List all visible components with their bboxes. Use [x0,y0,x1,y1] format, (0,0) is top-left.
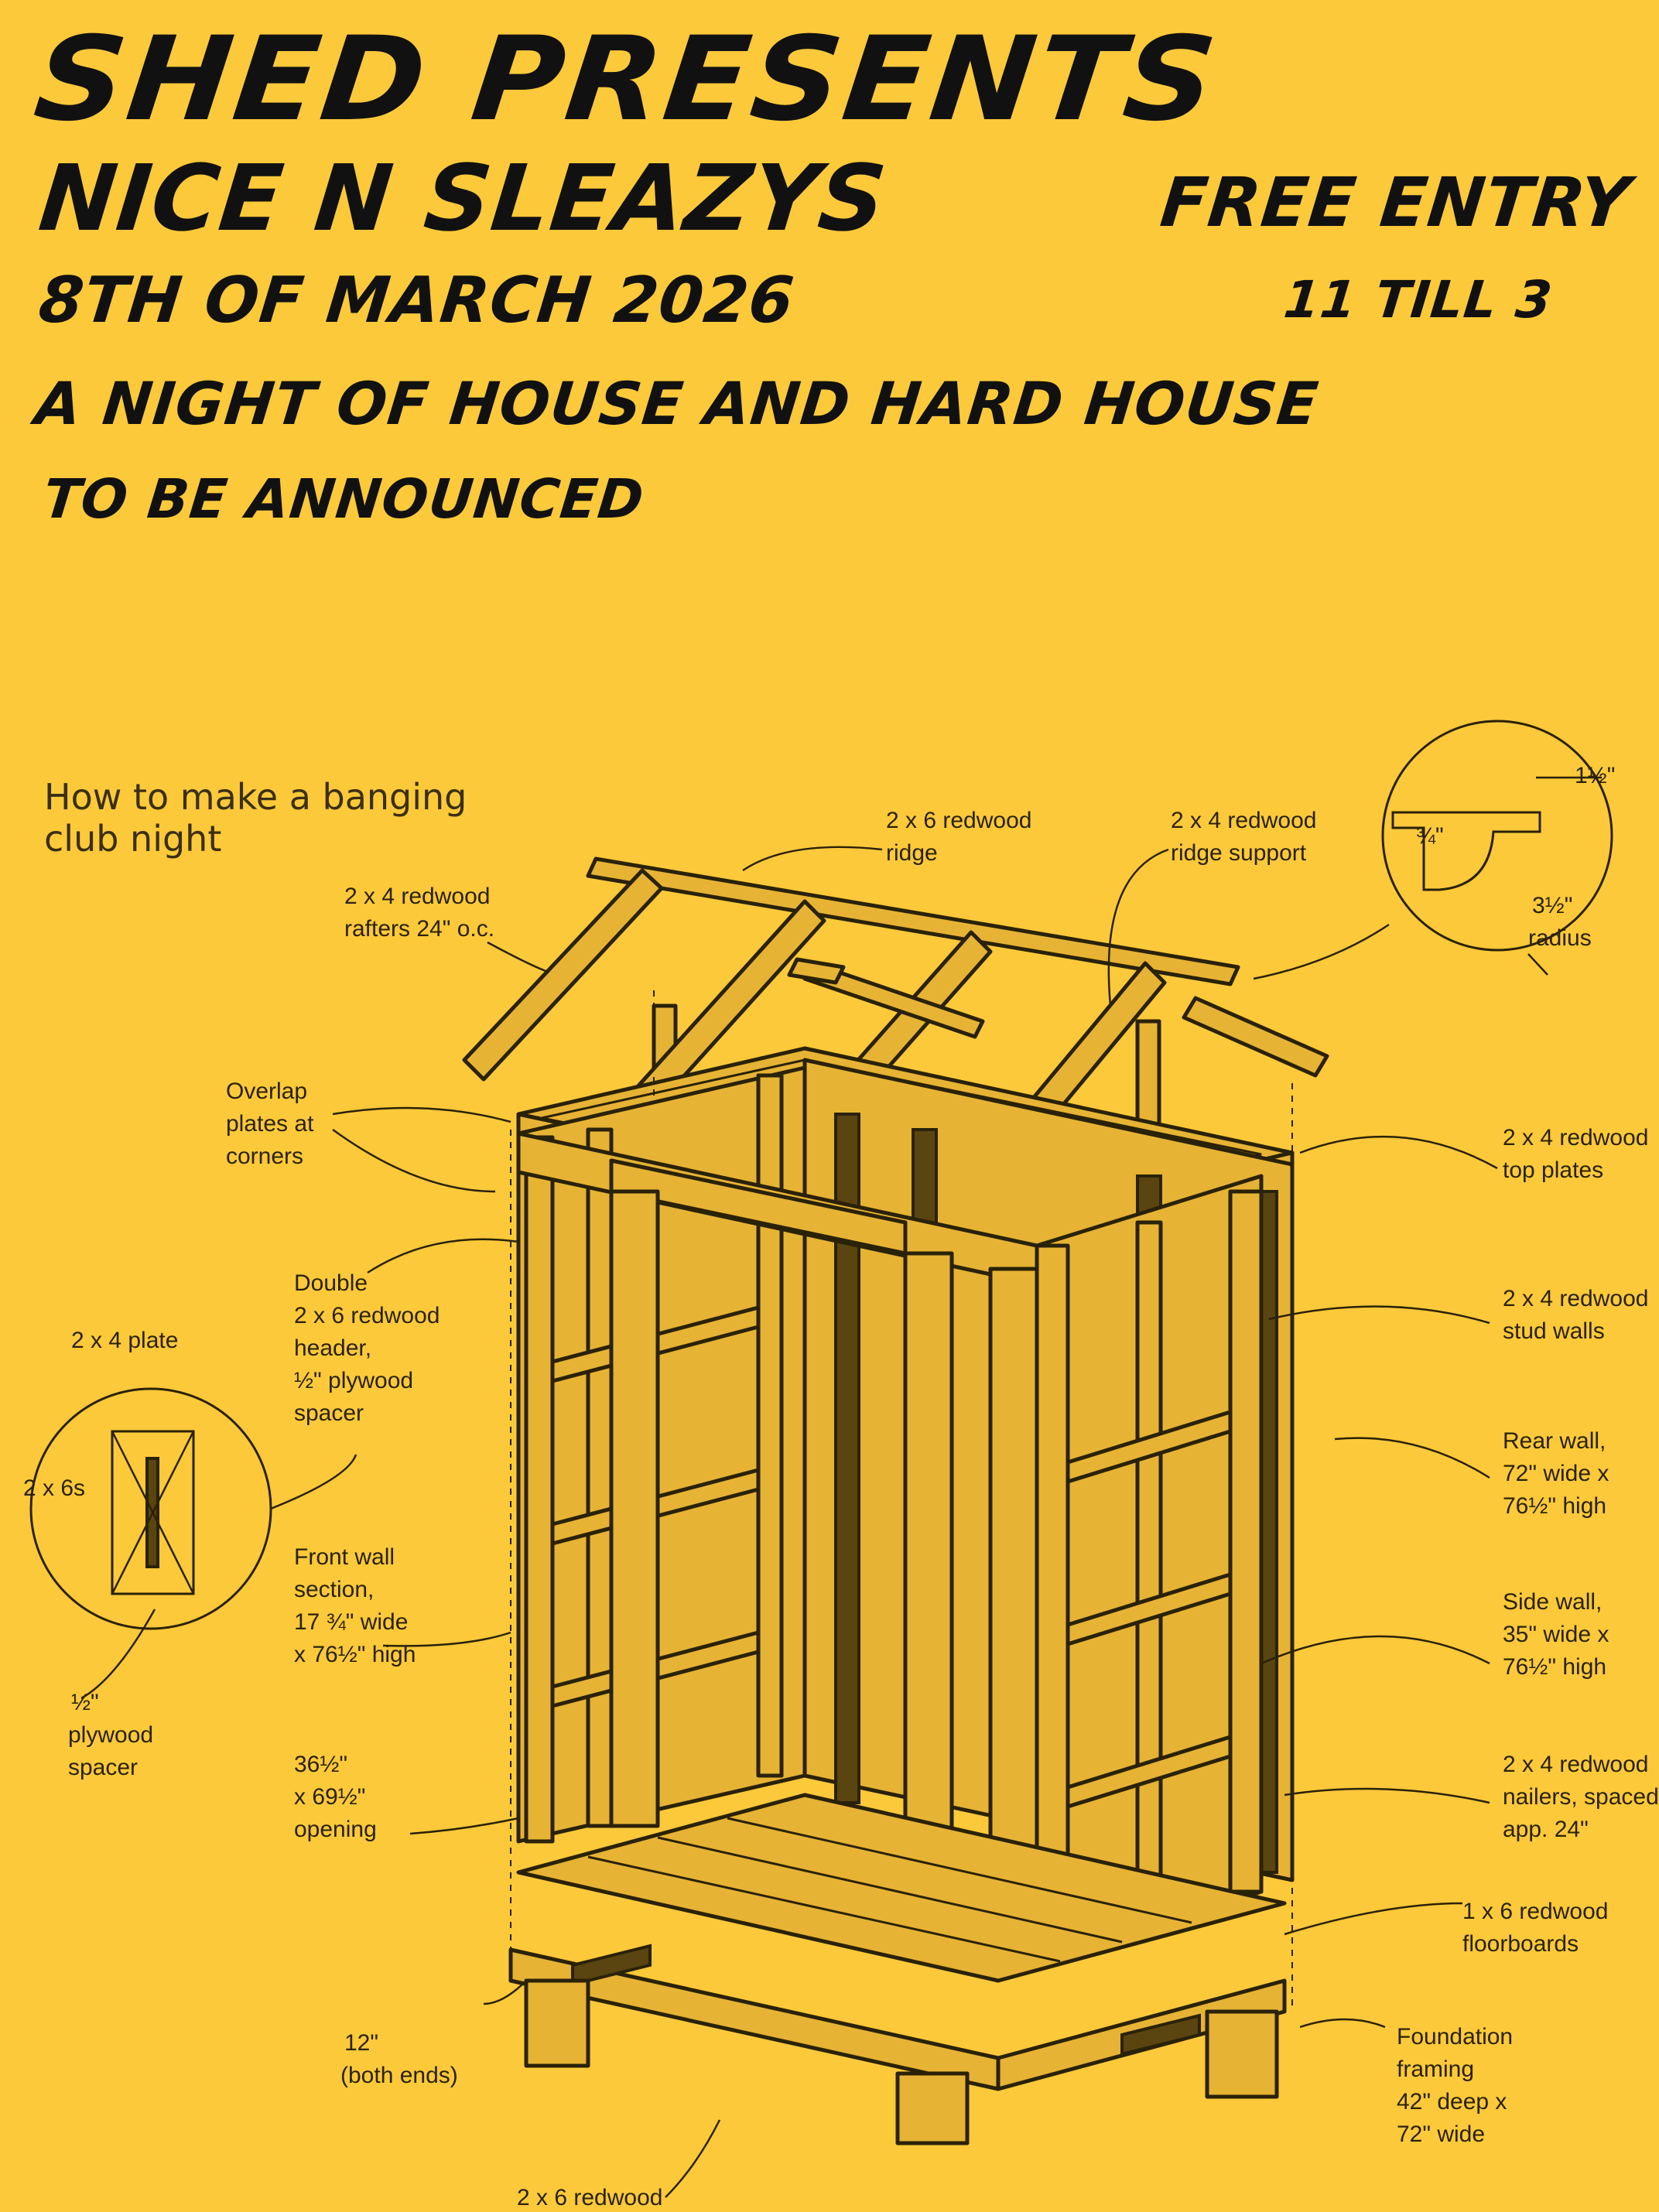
label-detail-dim: 1½" [1575,763,1616,788]
label-side-wall: 35" wide x [1503,1622,1609,1647]
plate-detail-circle [31,1389,271,1629]
label-front-wall: 17 ¾" wide [294,1609,409,1635]
right-side-wall [1037,1176,1261,1961]
label-foundation: 72" wide [1397,2121,1486,2147]
label-detail-radius: radius [1528,925,1592,951]
label-detail-dim: ¾" [1416,823,1444,849]
label-ends: (both ends) [340,2063,458,2088]
label-rafters: rafters 24" o.c. [344,916,495,942]
label-foundation: 42" deep x [1397,2089,1507,2115]
label-opening: x 69½" [294,1784,366,1810]
shed-diagram [0,696,1659,2212]
label-spacer: ½" [71,1690,99,1715]
event-lineup: TO BE ANNOUNCED [40,467,648,531]
label-detail-radius: 3½" [1532,893,1573,918]
label-plate: 2 x 4 plate [71,1328,179,1353]
label-header: Double [294,1270,368,1296]
label-floorboards: 1 x 6 redwood [1462,1899,1609,1924]
event-hours: 11 TILL 3 [1281,270,1556,330]
label-foundation: framing [1397,2056,1475,2082]
label-rafters: 2 x 4 redwood [344,884,491,909]
label-nailers: 2 x 4 redwood [1503,1752,1649,1777]
label-opening: opening [294,1817,377,1842]
label-stud-walls: 2 x 4 redwood [1503,1286,1649,1311]
label-foundation: Foundation [1397,2024,1514,2050]
label-ridge-support: ridge support [1171,840,1307,866]
label-bottom-redwood: 2 x 6 redwood [517,2185,663,2210]
label-front-wall: section, [294,1577,375,1602]
label-opening: 36½" [294,1752,348,1777]
event-date: 8TH OF MARCH 2026 [35,264,798,337]
label-front-wall: x 76½" high [294,1642,416,1667]
label-top-plates: top plates [1503,1157,1604,1183]
label-spacer: plywood [68,1722,154,1748]
label-overlap: Overlap [226,1079,308,1104]
label-side-wall: 76½" high [1503,1654,1607,1680]
label-overlap: corners [226,1144,304,1169]
label-ridge: ridge [886,840,938,866]
label-spacer: spacer [68,1755,139,1780]
label-side-wall: Side wall, [1503,1589,1603,1615]
label-rear-wall: 72" wide x [1503,1461,1609,1486]
label-ridge-support: 2 x 4 redwood [1171,808,1317,833]
event-genre: A NIGHT OF HOUSE AND HARD HOUSE [32,369,1322,438]
label-rear-wall: Rear wall, [1503,1428,1606,1454]
label-nailers: app. 24" [1503,1817,1589,1842]
label-header: header, [294,1335,372,1361]
label-top-plates: 2 x 4 redwood [1503,1125,1649,1150]
label-nailers: nailers, spaced [1503,1784,1659,1810]
label-overlap: plates at [226,1111,314,1137]
label-ends: 12" [344,2030,379,2056]
entry-info: FREE ENTRY [1157,162,1634,242]
label-ridge: 2 x 6 redwood [886,808,1032,833]
club-name: NICE N SLEAZYS [34,145,891,251]
label-floorboards: floorboards [1462,1931,1579,1957]
label-header: spacer [294,1400,364,1426]
tagline: How to make a banging club night [44,776,467,860]
label-2x6s: 2 x 6s [23,1475,86,1501]
label-header: 2 x 6 redwood [294,1303,440,1328]
label-rear-wall: 76½" high [1503,1493,1607,1519]
label-front-wall: Front wall [294,1544,395,1570]
label-header: ½" plywood [294,1368,414,1393]
event-title: SHED PRESENTS [28,12,1225,147]
label-stud-walls: stud walls [1503,1318,1605,1344]
